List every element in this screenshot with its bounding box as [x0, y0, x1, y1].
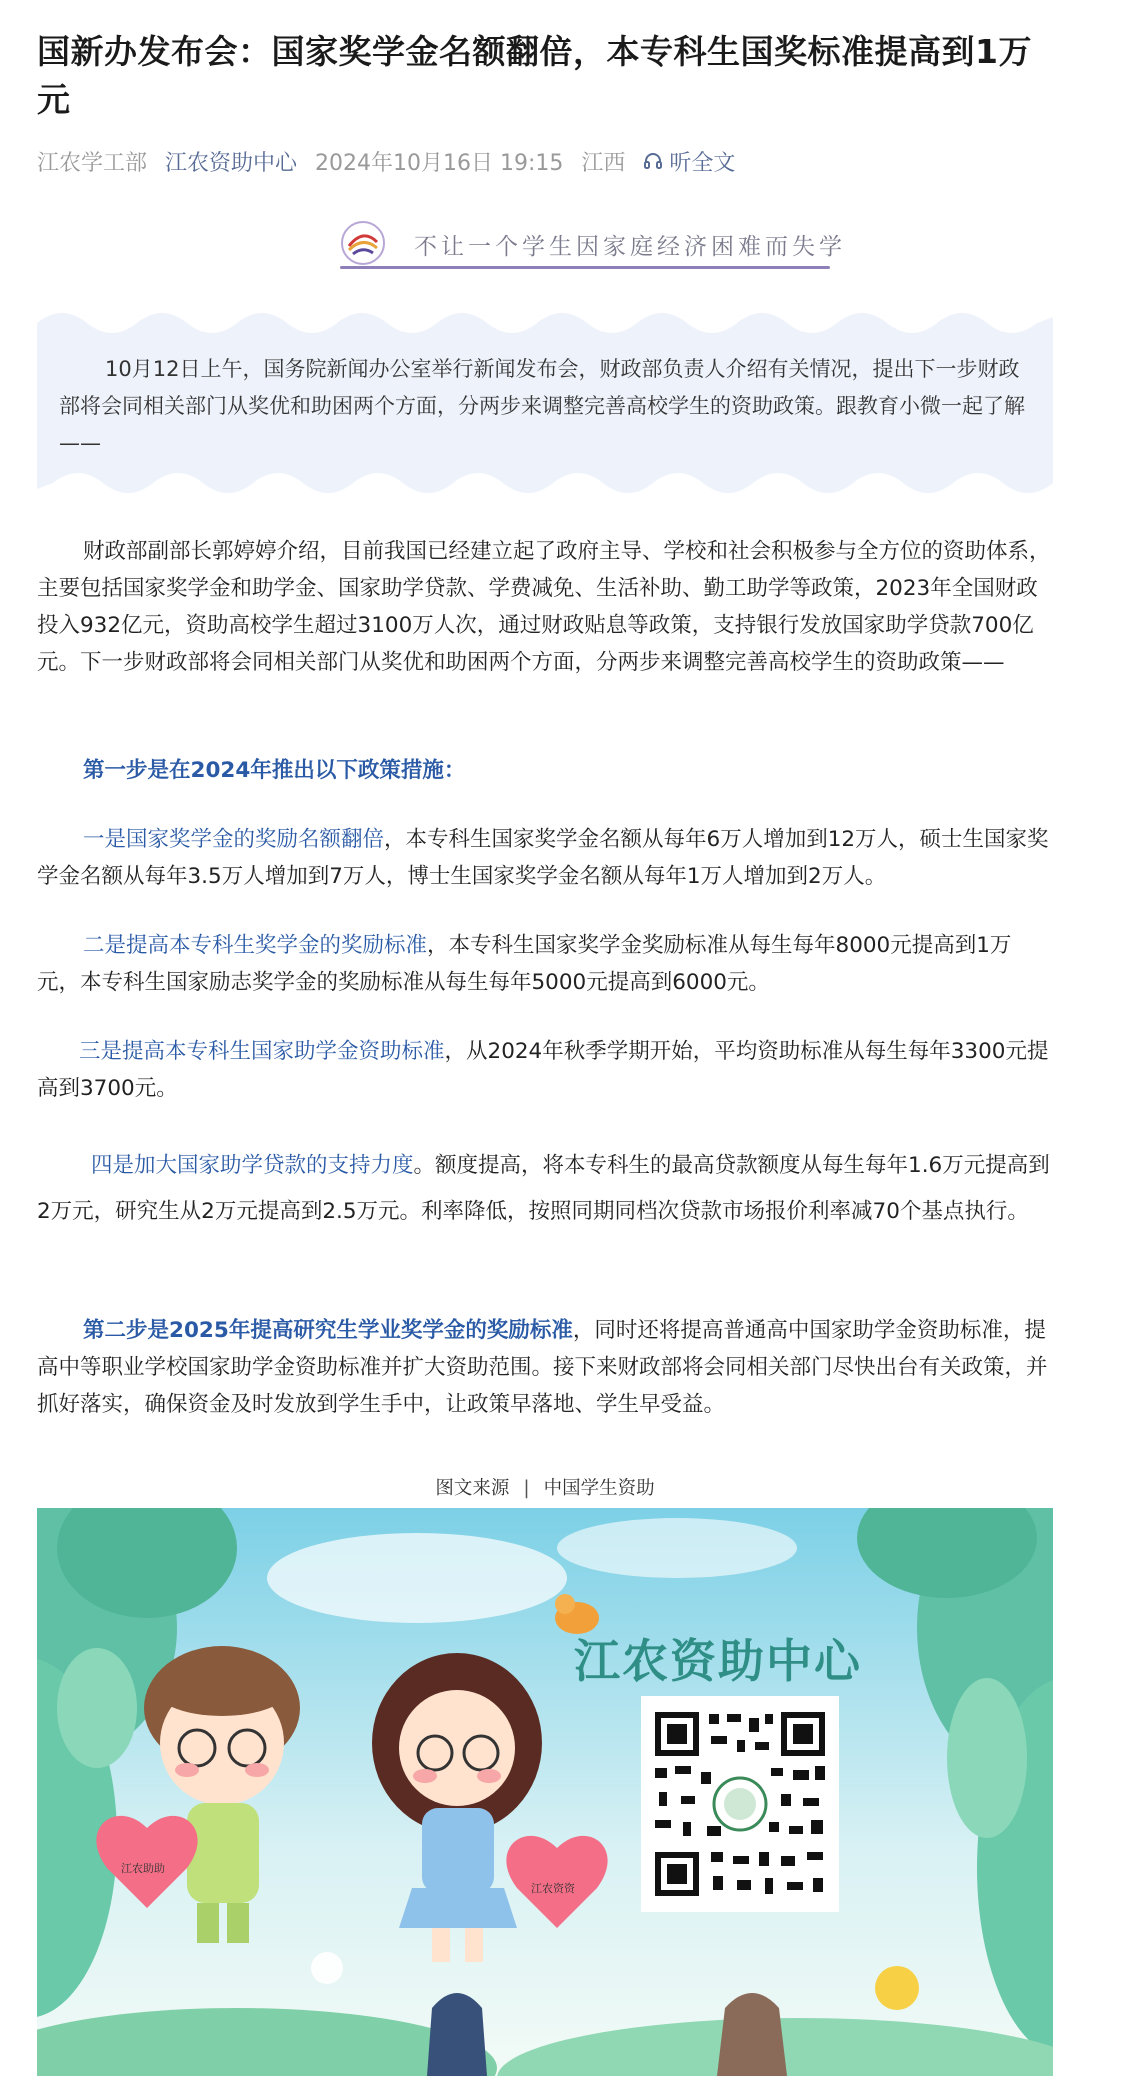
article-title: 国新办发布会：国家奖学金名额翻倍，本专科生国奖标准提高到1万元	[37, 32, 1032, 119]
listen-button[interactable]	[643, 146, 753, 177]
intro-box	[37, 303, 1053, 503]
paragraph-overview: 财政部副部长郭婷婷介绍，目前我国已经建立起了政府主导、学校和社会积极参与全方位的资助体系，主要包括国家奖学金和助学金、国家助学贷款、学费减免、生活补助、勤工助学等政策，2023年全国财政投入932亿元，资助高校学生超过3100万人次，通过财政贴息等政策，支持银行发放国家助学贷款700亿元。下一步财政部将会同相关部门从奖优和助困两个方面，分两步来调整完善高校学生的资助政策——	[37, 539, 1051, 675]
measure-4-text: 。额度提高，将本专科生的最高贷款额度从每生每年1.6万元提高到2万元，研究生从2万元提高到2.5万元。利率降低，按照同期同档次贷款市场报价利率减70个基点执行。	[37, 1153, 1050, 1224]
measure-4	[37, 1143, 1053, 1235]
measure-2	[37, 927, 1053, 1001]
article	[37, 0, 1053, 1895]
banner-slogan: 不让一个学生因家庭经济困难而失学	[414, 234, 846, 260]
poster-title: 江农资助中心	[574, 1634, 862, 1688]
heart-right-label: 江农资资	[531, 1882, 575, 1895]
banner-underline	[340, 266, 830, 269]
qr-code[interactable]	[641, 1696, 839, 1912]
measure-2-highlight: 二是提高本专科生奖学金的奖励标准	[83, 933, 428, 958]
measure-1-text: ，本专科生国家奖学金名额从每年6万人增加到12万人，硕士生国家奖学金名额从每年3.5万人增加到7万人，博士生国家奖学金名额从每年1万人增加到2万人。	[37, 827, 1049, 889]
publish-datetime: 2024年10月16日 19:15	[315, 150, 564, 176]
source-separator: |	[523, 1478, 530, 1499]
intro-paragraph: 10月12日上午，国务院新闻办公室举行新闻发布会，财政部负责人介绍有关情况，提出下一步财政部将会同相关部门从奖优和助困两个方面，分两步来调整完善高校学生的资助政策。跟教育小微一起了解——	[59, 357, 1025, 455]
measure-3-text: ，从2024年秋季学期开始，平均资助标准从每生每年3300元提高到3700元。	[37, 1039, 1049, 1101]
image-source	[37, 1474, 1053, 1500]
source-label: 图文来源	[435, 1478, 510, 1499]
article-meta	[37, 144, 1053, 178]
headphones-icon	[643, 151, 663, 171]
source-name: 江农学工部	[37, 150, 148, 176]
step2-paragraph	[37, 1312, 1053, 1423]
step2-highlight: 第二步是2025年提高研究生学业奖学金的奖励标准	[83, 1318, 573, 1343]
poster-illustration	[37, 1508, 1053, 2076]
account-link[interactable]: 江农资助中心	[165, 150, 298, 176]
listen-label: 听全文	[669, 150, 736, 176]
funding-center-logo	[340, 220, 386, 266]
measure-3-highlight: 三是提高本专科生国家助学金资助标准	[79, 1039, 445, 1064]
slogan-banner	[302, 216, 846, 270]
heart-left-label: 江农助助	[121, 1862, 165, 1875]
measure-4-highlight: 四是加大国家助学贷款的支持力度	[91, 1153, 414, 1178]
qr-code-image	[641, 1696, 839, 1912]
source-value: 中国学生资助	[543, 1478, 655, 1499]
publish-location: 江西	[581, 150, 626, 176]
measure-1-highlight: 一是国家奖学金的奖励名额翻倍	[83, 827, 385, 852]
step1-heading: 第一步是在2024年推出以下政策措施：	[83, 758, 466, 783]
step2-text: ，同时还将提高普通高中国家助学金资助标准，提高中等职业学校国家助学金资助标准并扩大资助范围。接下来财政部将会同相关部门尽快出台有关政策，并抓好落实，确保资金及时发放到学生手中，让政策早落地、学生早受益。	[37, 1318, 1048, 1417]
measure-2-text: ，本专科生国家奖学金奖励标准从每生每年8000元提高到1万元，本专科生国家励志奖学金的奖励标准从每生每年5000元提高到6000元。	[37, 933, 1012, 995]
measure-3	[37, 1033, 1053, 1107]
poster-image	[37, 1508, 1053, 2076]
measure-1	[37, 821, 1053, 895]
